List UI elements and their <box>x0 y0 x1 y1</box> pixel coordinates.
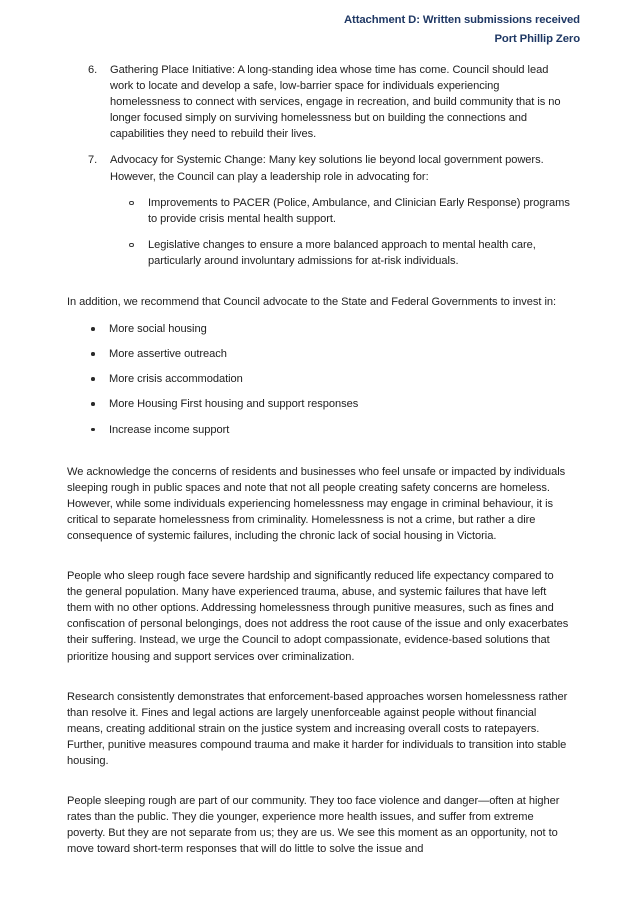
list-item <box>67 62 571 142</box>
dot-bullet-icon <box>91 377 95 381</box>
body-paragraph: Research consistently demonstrates that enforcement-based approaches worsen homelessness rather than resolve it. Fines and legal actions are largely unenforceable against people without financial means, creating additional strain on the justice system and increasing overall costs to ratepayers. Further, punitive measures compound trauma and make it harder for individuals to transition into stable housing. <box>67 690 568 767</box>
list-item <box>67 346 571 362</box>
body-paragraph: We acknowledge the concerns of residents and businesses who feel unsafe or impacted by individuals sleeping rough in public spaces and note that not all people creating safety concerns are homeless. However, while some individuals experiencing homelessness may engage in criminal behaviour, it is critical to separate homelessness from criminality. Homelessness is not a crime, but rather a dire consequence of systemic failures, including the chronic lack of social housing in Victoria. <box>67 465 566 542</box>
spacer <box>67 281 571 294</box>
spacer <box>67 780 571 793</box>
header-attachment-title: Attachment D: Written submissions received <box>343 14 580 26</box>
body-paragraph: People who sleep rough face severe hardship and significantly reduced life expectancy compared to the general population. Many have experienced trauma, abuse, and systemic failures that have left them with no other options. Addressing homelessness through punitive measures, such as fines and confiscation of personal belongings, does not address the root cause of the issue and only exacerbates their suffering. Instead, we urge the Council to adopt compassionate, evidence-based solutions that prioritize housing and support services over criminalization. <box>67 570 569 663</box>
body-paragraph: People sleeping rough are part of our community. They too face violence and danger—often at higher rates than the public. They die younger, experience more health issues, and suffer from extreme poverty. But they are not separate from us; they are us. We see this moment as an opportunity, not to move toward short-term responses that will do little to solve the issue and <box>67 795 560 856</box>
list-item <box>67 371 571 387</box>
list-item-text: Increase income support <box>109 423 230 436</box>
investment-bullet-list <box>67 321 571 437</box>
list-item-text: Improvements to PACER (Police, Ambulance, and Clinician Early Response) programs to provide crisis mental health support. <box>148 196 570 225</box>
list-item-number: 6. <box>88 64 98 76</box>
dot-bullet-icon <box>91 402 95 406</box>
list-item-text: More assertive outreach <box>109 348 227 361</box>
dot-bullet-icon <box>91 428 95 432</box>
document-body <box>67 62 571 868</box>
dot-bullet-icon <box>91 352 95 356</box>
investment-intro-paragraph: In addition, we recommend that Council advocate to the State and Federal Governments to invest in: <box>67 296 557 309</box>
page-header <box>0 11 580 49</box>
list-item-text: Advocacy for Systemic Change: Many key solutions lie beyond local government powers. However, the Council can play a leadership role in advocating for: <box>110 154 544 183</box>
circle-bullet-icon <box>129 201 134 206</box>
recommendations-numbered-list <box>67 62 571 269</box>
header-organisation-name: Port Phillip Zero <box>494 33 580 45</box>
list-item-number: 7. <box>88 154 98 167</box>
list-item-text: More social housing <box>109 323 207 336</box>
spacer <box>67 450 571 464</box>
spacer <box>67 555 571 568</box>
dot-bullet-icon <box>91 327 95 331</box>
list-item-text: Legislative changes to ensure a more balanced approach to mental health care, particularly around involuntary admissions for at-risk individuals. <box>148 238 536 267</box>
circle-bullet-icon <box>129 243 134 248</box>
list-item <box>67 396 571 412</box>
advocacy-sub-list <box>110 195 571 269</box>
list-item <box>67 422 571 438</box>
list-item <box>110 237 571 269</box>
list-item-text: Gathering Place Initiative: A long-standing idea whose time has come. Council should lead work to locate and develop a safe, low-barrier space for individuals experiencing homelessness to connect with services, engage in recreation, and build community that is no longer focused simply on surviving homelessness but on building the connections and capabilities they need to rebuild their lives. <box>110 64 561 141</box>
list-item <box>67 152 571 269</box>
spacer <box>67 676 571 689</box>
list-item <box>110 195 571 227</box>
list-item-text: More crisis accommodation <box>109 373 243 386</box>
list-item <box>67 321 571 337</box>
list-item-text: More Housing First housing and support responses <box>109 398 359 411</box>
